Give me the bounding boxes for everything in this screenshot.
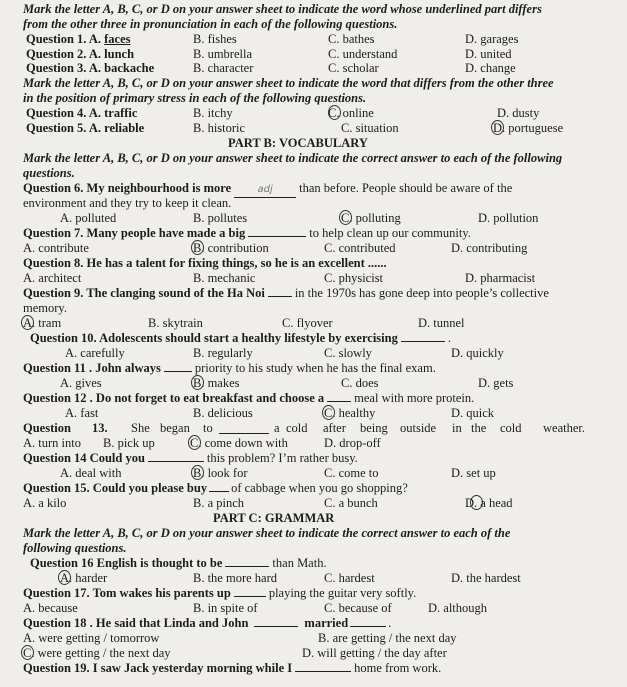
q11-option-c[interactable]: C. does	[341, 376, 379, 390]
q13-number: 13.	[92, 421, 108, 435]
q5-option-c[interactable]: C. situation	[341, 121, 399, 135]
instruction-pronunciation-cont: from the other three in pronunciation in each of the following questions.	[23, 17, 398, 31]
q8-option-b[interactable]: B. mechanic	[193, 271, 256, 285]
q7-option-b[interactable]: B. contribution	[193, 241, 269, 255]
q12-circle-mark	[322, 405, 335, 420]
q13-circle-mark	[188, 435, 201, 450]
q17-option-b[interactable]: B. in spite of	[193, 601, 258, 615]
q13-word: cold	[286, 421, 308, 435]
q6-option-a[interactable]: A. polluted	[60, 211, 117, 225]
q15-option-c[interactable]: C. a bunch	[324, 496, 378, 510]
instruction-grammar-cont: following questions.	[23, 541, 127, 555]
q1-option-d[interactable]: D. garages	[465, 32, 519, 46]
q15-stem: Question 15. Could you please buy of cabbage when you go shopping?	[23, 481, 408, 495]
q16-option-b[interactable]: B. the more hard	[193, 571, 278, 585]
q18-option-d[interactable]: D. will getting / the day after	[302, 646, 447, 660]
q13-option-c[interactable]: C. come down with	[190, 436, 288, 450]
q11-circle-mark	[191, 375, 204, 390]
q13-word: being	[360, 421, 388, 435]
q9-option-c[interactable]: C. flyover	[282, 316, 333, 330]
part-b-heading: PART B: VOCABULARY	[228, 136, 368, 150]
q4-option-b[interactable]: B. itchy	[193, 106, 233, 120]
q18-option-c[interactable]: C. were getting / the next day	[23, 646, 171, 660]
q3-option-b[interactable]: B. character	[193, 61, 254, 75]
q9-circle-mark	[21, 315, 34, 330]
q12-option-d[interactable]: D. quick	[451, 406, 495, 420]
q12-option-c[interactable]: C. healthy	[324, 406, 376, 420]
q17-option-d[interactable]: D. although	[428, 601, 488, 615]
q16-option-a[interactable]: A. harder	[60, 571, 108, 585]
q17-option-a[interactable]: A. because	[23, 601, 78, 615]
q7-circle-mark	[191, 240, 204, 255]
q17-option-c[interactable]: C. because of	[324, 601, 392, 615]
q2-option-b[interactable]: B. umbrella	[193, 47, 253, 61]
q3-option-c[interactable]: C. scholar	[328, 61, 379, 75]
q11-option-d[interactable]: D. gets	[478, 376, 514, 390]
q18-option-b[interactable]: B. are getting / the next day	[318, 631, 457, 645]
q5-option-b[interactable]: B. historic	[193, 121, 246, 135]
q17-stem: Question 17. Tom wakes his parents up playing the guitar very softly.	[23, 586, 417, 600]
instruction-stress-cont: in the position of primary stress in each of the following questions.	[23, 91, 367, 105]
q2-option-d[interactable]: D. united	[465, 47, 512, 61]
q13-option-b[interactable]: B. pick up	[103, 436, 155, 450]
q13-word: the	[471, 421, 487, 435]
q12-stem: Question 12 . Do not forget to eat breakfast and choose a meal with more protein.	[23, 391, 475, 405]
q9-stem-cont: memory.	[23, 301, 67, 315]
instruction-vocabulary: Mark the letter A, B, C, or D on your answer sheet to indicate the correct answer to each of the following	[23, 151, 563, 165]
q4-label: Question 4. A. traffic	[26, 106, 138, 120]
q16-circle-mark	[58, 570, 71, 585]
q13-label: Question	[23, 421, 71, 435]
q6-option-b[interactable]: B. pollutes	[193, 211, 248, 225]
q5-circle-mark	[491, 120, 504, 135]
q5-label: Question 5. A. reliable	[26, 121, 145, 135]
q8-option-a[interactable]: A. architect	[23, 271, 82, 285]
q13-word: She	[131, 421, 150, 435]
instruction-vocabulary-cont: questions.	[23, 166, 75, 180]
q1-option-b[interactable]: B. fishes	[193, 32, 237, 46]
q13-option-a[interactable]: A. turn into	[23, 436, 81, 450]
q7-option-c[interactable]: C. contributed	[324, 241, 396, 255]
q2-option-c[interactable]: C. understand	[328, 47, 398, 61]
part-c-heading: PART C: GRAMMAR	[213, 511, 335, 525]
q16-option-c[interactable]: C. hardest	[324, 571, 375, 585]
q15-option-a[interactable]: A. a kilo	[23, 496, 67, 510]
q6-stem-cont: environment and they try to keep it clean.	[23, 196, 232, 210]
q9-option-a[interactable]: A. tram	[23, 316, 62, 330]
q13-word: a	[274, 421, 280, 435]
q13-word: in	[452, 421, 462, 435]
q6-option-d[interactable]: D. pollution	[478, 211, 539, 225]
q1-label: Question 1. A. faces	[26, 32, 131, 46]
instruction-stress: Mark the letter A, B, C, or D on your answer sheet to indicate the word that differs from the other three	[23, 76, 554, 90]
q7-option-d[interactable]: D. contributing	[451, 241, 528, 255]
q6-circle-mark	[339, 210, 352, 225]
q18-stem: Question 18 . He said that Linda and John married .	[23, 616, 392, 630]
q6-option-c[interactable]: C. polluting	[341, 211, 401, 225]
q15-option-b[interactable]: B. a pinch	[193, 496, 245, 510]
q19-stem: Question 19. I saw Jack yesterday morning while I home from work.	[23, 661, 442, 675]
q6-stem: Question 6. My neighbourhood is more adj than before. People should be aware of the	[23, 181, 512, 198]
q11-option-a[interactable]: A. gives	[60, 376, 102, 390]
q12-option-a[interactable]: A. fast	[65, 406, 99, 420]
q2-label: Question 2. A. lunch	[26, 47, 135, 61]
q9-option-d[interactable]: D. tunnel	[418, 316, 465, 330]
q9-stem: Question 9. The clanging sound of the Ha Noi in the 1970s has gone deep into people’s collective	[23, 286, 549, 300]
q8-option-d[interactable]: D. pharmacist	[465, 271, 536, 285]
q10-option-d[interactable]: D. quickly	[451, 346, 504, 360]
q13-option-d[interactable]: D. drop-off	[324, 436, 381, 450]
q14-circle-mark	[191, 465, 204, 480]
q10-option-a[interactable]: A. carefully	[65, 346, 125, 360]
q7-stem: Question 7. Many people have made a big to help clean up our community.	[23, 226, 471, 240]
q8-option-c[interactable]: C. physicist	[324, 271, 384, 285]
q13-word: to	[203, 421, 213, 435]
q4-option-c[interactable]: C. online	[328, 106, 374, 120]
q15-option-d[interactable]: D. a head	[465, 496, 513, 510]
q10-option-b[interactable]: B. regularly	[193, 346, 253, 360]
q10-option-c[interactable]: C. slowly	[324, 346, 372, 360]
q1-option-c[interactable]: C. bathes	[328, 32, 375, 46]
q8-stem: Question 8. He has a talent for fixing things, so he is an excellent ......	[23, 256, 387, 270]
q16-option-d[interactable]: D. the hardest	[451, 571, 521, 585]
q9-option-b[interactable]: B. skytrain	[148, 316, 203, 330]
q6-handwriting: adj	[257, 184, 273, 195]
q14-option-b[interactable]: B. look for	[193, 466, 248, 480]
q11-option-b[interactable]: B. makes	[193, 376, 240, 390]
q13-word: after	[323, 421, 346, 435]
q5-option-d[interactable]: D. portuguese	[493, 121, 564, 135]
q18-option-a[interactable]: A. were getting / tomorrow	[23, 631, 160, 645]
q18-circle-mark	[21, 645, 34, 660]
q3-option-d[interactable]: D. change	[465, 61, 516, 75]
q13-word: weather.	[543, 421, 585, 435]
q12-option-b[interactable]: B. delicious	[193, 406, 253, 420]
q4-circle-mark	[328, 105, 341, 120]
q14-option-d[interactable]: D. set up	[451, 466, 496, 480]
q13-word: outside	[400, 421, 437, 435]
q13-word: began	[160, 421, 190, 435]
instruction-pronunciation: Mark the letter A, B, C, or D on your answer sheet to indicate the word whose underlined part differs	[23, 2, 542, 16]
q4-option-d[interactable]: D. dusty	[497, 106, 540, 120]
q15-circle-mark	[470, 495, 483, 510]
q10-stem: Question 10. Adolescents should start a healthy lifestyle by exercising .	[30, 331, 451, 345]
q13-word: cold	[500, 421, 522, 435]
q3-label: Question 3. A. backache	[26, 61, 155, 75]
q13-blank	[219, 433, 269, 434]
q7-option-a[interactable]: A. contribute	[23, 241, 89, 255]
q14-option-c[interactable]: C. come to	[324, 466, 379, 480]
q11-stem: Question 11 . John always priority to his study when he has the final exam.	[23, 361, 436, 375]
q14-option-a[interactable]: A. deal with	[60, 466, 122, 480]
q16-stem: Question 16 English is thought to be than Math.	[30, 556, 327, 570]
instruction-grammar: Mark the letter A, B, C, or D on your answer sheet to indicate the correct answer to each of the	[23, 526, 511, 540]
q14-stem: Question 14 Could you this problem? I’m rather busy.	[23, 451, 358, 465]
